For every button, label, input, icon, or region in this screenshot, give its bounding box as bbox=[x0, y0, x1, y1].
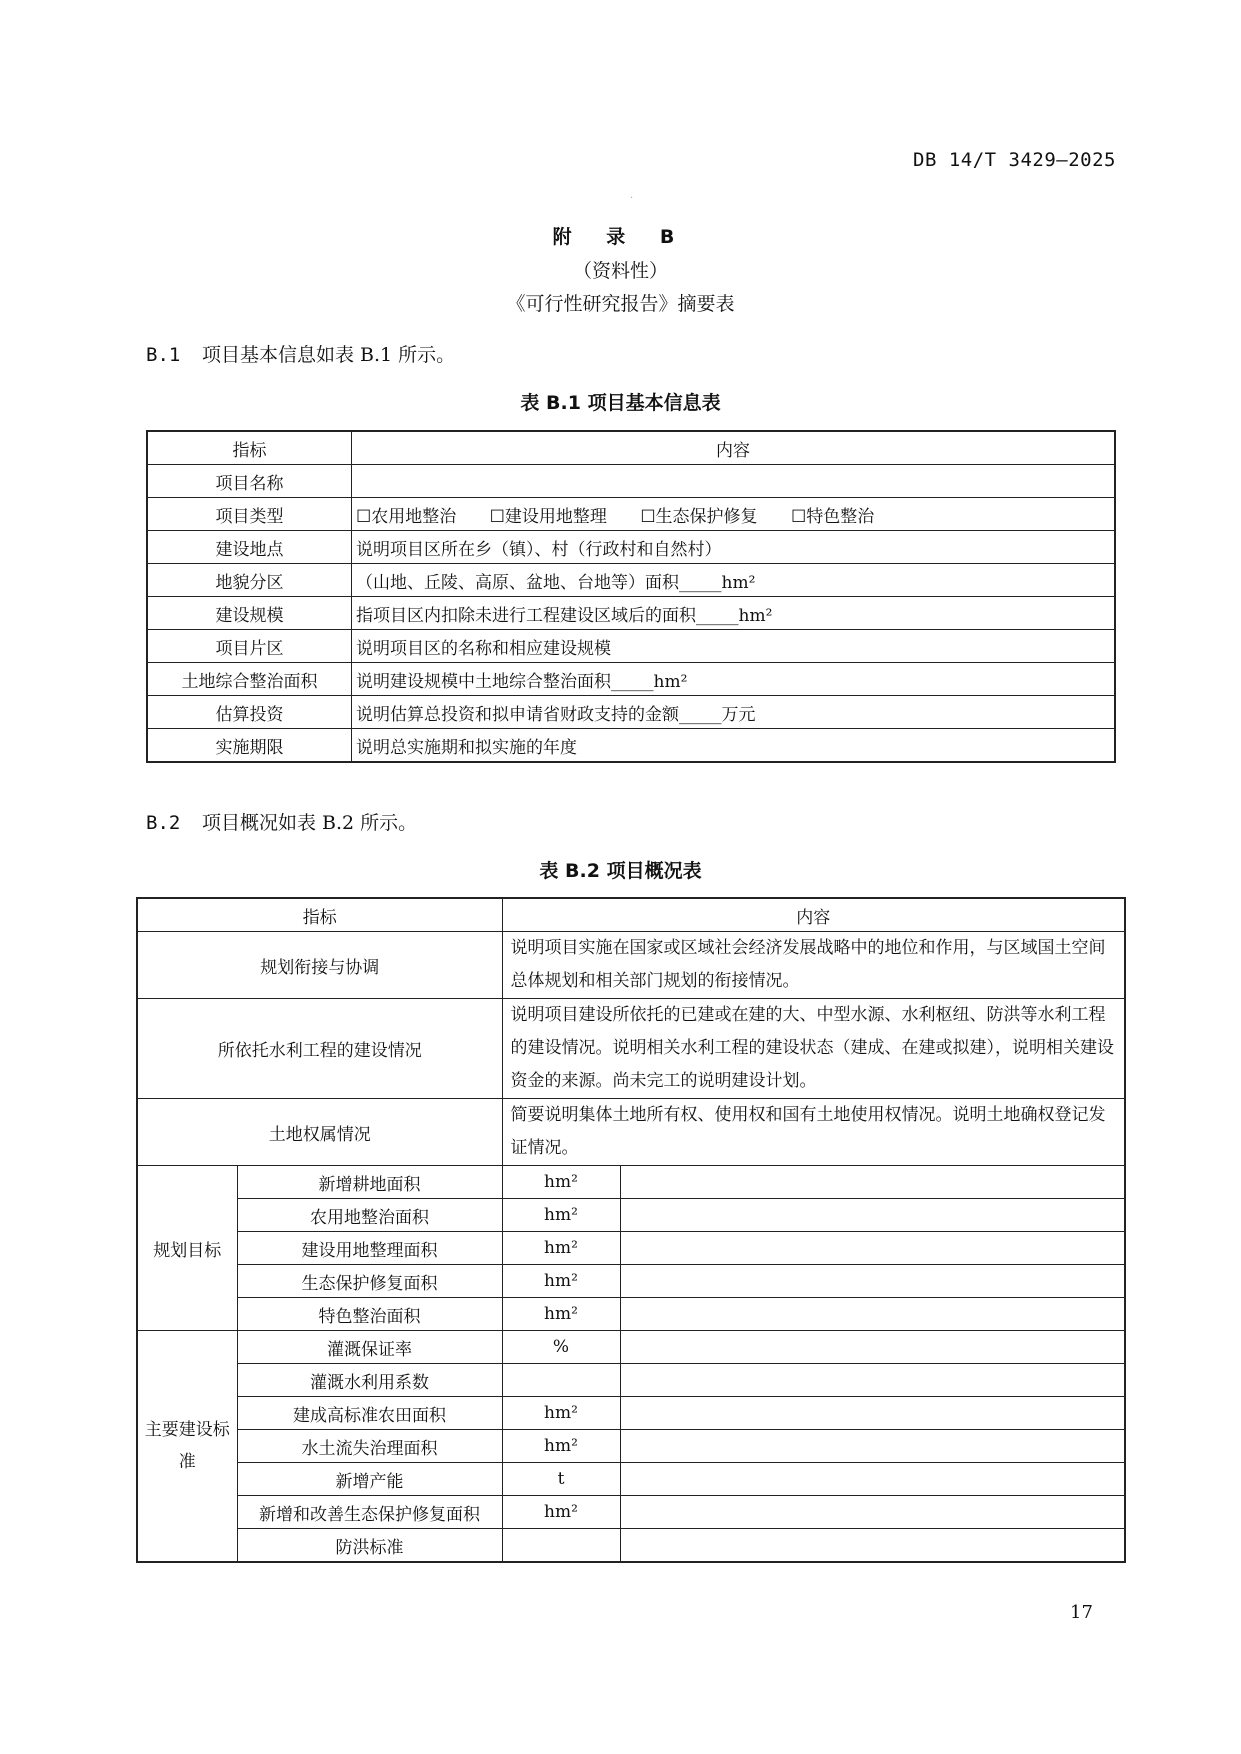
row-content: 指项目区内扣除未进行工程建设区域后的面积_____hm² bbox=[352, 597, 1116, 630]
item-name: 新增和改善生态保护修复面积 bbox=[237, 1496, 502, 1529]
dot-mark: · bbox=[630, 193, 634, 204]
page-number: 17 bbox=[1070, 1602, 1093, 1623]
row-indicator: 土地权属情况 bbox=[137, 1099, 502, 1166]
section-number: B.1 bbox=[146, 344, 181, 366]
table-row bbox=[137, 1265, 1125, 1298]
row-content: 说明项目实施在国家或区域社会经济发展战略中的地位和作用，与区域国土空间总体规划和相关部门规划的衔接情况。 bbox=[502, 932, 1125, 999]
item-unit: hm² bbox=[502, 1298, 620, 1331]
row-indicator: 地貌分区 bbox=[147, 564, 352, 597]
item-name: 灌溉水利用系数 bbox=[237, 1364, 502, 1397]
item-value bbox=[620, 1463, 1125, 1496]
section-b2 bbox=[146, 808, 417, 835]
checkbox-option[interactable]: ☐特色整治 bbox=[790, 506, 875, 527]
item-name: 建设用地整理面积 bbox=[237, 1232, 502, 1265]
item-value bbox=[620, 1529, 1125, 1563]
row-content: （山地、丘陵、高原、盆地、台地等）面积_____hm² bbox=[352, 564, 1116, 597]
table-row bbox=[137, 1331, 1125, 1364]
table-row bbox=[147, 498, 1115, 531]
table1-caption: 表 B.1 项目基本信息表 bbox=[520, 392, 721, 414]
item-value bbox=[620, 1364, 1125, 1397]
table-row bbox=[137, 1364, 1125, 1397]
appendix-name: 《可行性研究报告》摘要表 bbox=[506, 293, 735, 315]
item-name: 新增产能 bbox=[237, 1463, 502, 1496]
row-content: 简要说明集体土地所有权、使用权和国有土地使用权情况。说明土地确权登记发证情况。 bbox=[502, 1099, 1125, 1166]
checkbox-option[interactable]: ☐建设用地整理 bbox=[489, 506, 607, 527]
item-value bbox=[620, 1430, 1125, 1463]
item-unit bbox=[502, 1364, 620, 1397]
item-name: 水土流失治理面积 bbox=[237, 1430, 502, 1463]
item-name: 农用地整治面积 bbox=[237, 1199, 502, 1232]
row-content bbox=[352, 465, 1116, 498]
row-indicator: 建设规模 bbox=[147, 597, 352, 630]
table-header-row bbox=[147, 431, 1115, 465]
appendix-subtitle: （资料性） bbox=[572, 260, 668, 282]
row-indicator: 规划衔接与协调 bbox=[137, 932, 502, 999]
row-content: 说明项目区的名称和相应建设规模 bbox=[352, 630, 1116, 663]
table-row bbox=[147, 696, 1115, 729]
row-indicator: 估算投资 bbox=[147, 696, 352, 729]
table-row bbox=[147, 531, 1115, 564]
table-row bbox=[147, 729, 1115, 763]
appendix-title: 附 录 B bbox=[552, 226, 689, 248]
header-indicator: 指标 bbox=[147, 431, 352, 465]
row-indicator: 项目片区 bbox=[147, 630, 352, 663]
item-value bbox=[620, 1232, 1125, 1265]
row-indicator: 建设地点 bbox=[147, 531, 352, 564]
item-name: 特色整治面积 bbox=[237, 1298, 502, 1331]
table-row bbox=[137, 999, 1125, 1099]
row-content: 说明总实施期和拟实施的年度 bbox=[352, 729, 1116, 763]
item-unit: hm² bbox=[502, 1397, 620, 1430]
table-row bbox=[137, 1397, 1125, 1430]
table-header-row bbox=[137, 898, 1125, 932]
checkbox-option[interactable]: ☐农用地整治 bbox=[356, 506, 457, 527]
row-indicator: 项目类型 bbox=[147, 498, 352, 531]
item-unit: % bbox=[502, 1331, 620, 1364]
item-name: 防洪标准 bbox=[237, 1529, 502, 1563]
item-value bbox=[620, 1397, 1125, 1430]
table-row bbox=[137, 932, 1125, 999]
section-text: 项目概况如表 B.2 所示。 bbox=[202, 812, 418, 834]
row-indicator: 所依托水利工程的建设情况 bbox=[137, 999, 502, 1099]
item-unit bbox=[502, 1529, 620, 1563]
header-content: 内容 bbox=[352, 431, 1116, 465]
checkbox-option[interactable]: ☐生态保护修复 bbox=[640, 506, 758, 527]
item-value bbox=[620, 1199, 1125, 1232]
table-row bbox=[137, 1463, 1125, 1496]
table-row bbox=[137, 1430, 1125, 1463]
row-content: 说明项目区所在乡（镇）、村（行政村和自然村） bbox=[352, 531, 1116, 564]
table-row bbox=[147, 564, 1115, 597]
table-row bbox=[137, 1232, 1125, 1265]
item-unit: t bbox=[502, 1463, 620, 1496]
row-content: 说明项目建设所依托的已建或在建的大、中型水源、水利枢纽、防洪等水利工程的建设情况。说明相关水利工程的建设状态（建成、在建或拟建），说明相关建设资金的来源。尚未完工的说明建设计划。 bbox=[502, 999, 1125, 1099]
group-label: 主要建设标准 bbox=[137, 1331, 237, 1563]
group-label: 规划目标 bbox=[137, 1166, 237, 1331]
row-indicator: 实施期限 bbox=[147, 729, 352, 763]
project-type-options bbox=[352, 498, 1116, 531]
project-basic-info-table bbox=[146, 430, 1116, 763]
table-row bbox=[137, 1529, 1125, 1563]
item-name: 新增耕地面积 bbox=[237, 1166, 502, 1199]
table-row bbox=[147, 630, 1115, 663]
table2-caption: 表 B.2 项目概况表 bbox=[539, 860, 702, 882]
table-row bbox=[137, 1298, 1125, 1331]
item-value bbox=[620, 1166, 1125, 1199]
row-indicator: 项目名称 bbox=[147, 465, 352, 498]
table-row bbox=[147, 663, 1115, 696]
row-content: 说明建设规模中土地综合整治面积_____hm² bbox=[352, 663, 1116, 696]
item-unit: hm² bbox=[502, 1199, 620, 1232]
item-unit: hm² bbox=[502, 1166, 620, 1199]
section-b1 bbox=[146, 340, 455, 367]
table-row bbox=[147, 597, 1115, 630]
header-content: 内容 bbox=[502, 898, 1125, 932]
row-content: 说明估算总投资和拟申请省财政支持的金额_____万元 bbox=[352, 696, 1116, 729]
table-row bbox=[147, 465, 1115, 498]
table-row bbox=[137, 1166, 1125, 1199]
table-row bbox=[137, 1099, 1125, 1166]
row-indicator: 土地综合整治面积 bbox=[147, 663, 352, 696]
item-unit: hm² bbox=[502, 1232, 620, 1265]
section-text: 项目基本信息如表 B.1 所示。 bbox=[202, 344, 456, 366]
item-unit: hm² bbox=[502, 1265, 620, 1298]
item-unit: hm² bbox=[502, 1496, 620, 1529]
item-value bbox=[620, 1496, 1125, 1529]
item-value bbox=[620, 1331, 1125, 1364]
table-row bbox=[137, 1199, 1125, 1232]
item-value bbox=[620, 1298, 1125, 1331]
item-name: 灌溉保证率 bbox=[237, 1331, 502, 1364]
table-row bbox=[137, 1496, 1125, 1529]
item-value bbox=[620, 1265, 1125, 1298]
section-number: B.2 bbox=[146, 812, 181, 834]
item-name: 生态保护修复面积 bbox=[237, 1265, 502, 1298]
item-unit: hm² bbox=[502, 1430, 620, 1463]
item-name: 建成高标准农田面积 bbox=[237, 1397, 502, 1430]
project-overview-table bbox=[136, 897, 1126, 1563]
header-indicator: 指标 bbox=[137, 898, 502, 932]
standard-code: DB 14/T 3429—2025 bbox=[913, 149, 1116, 171]
